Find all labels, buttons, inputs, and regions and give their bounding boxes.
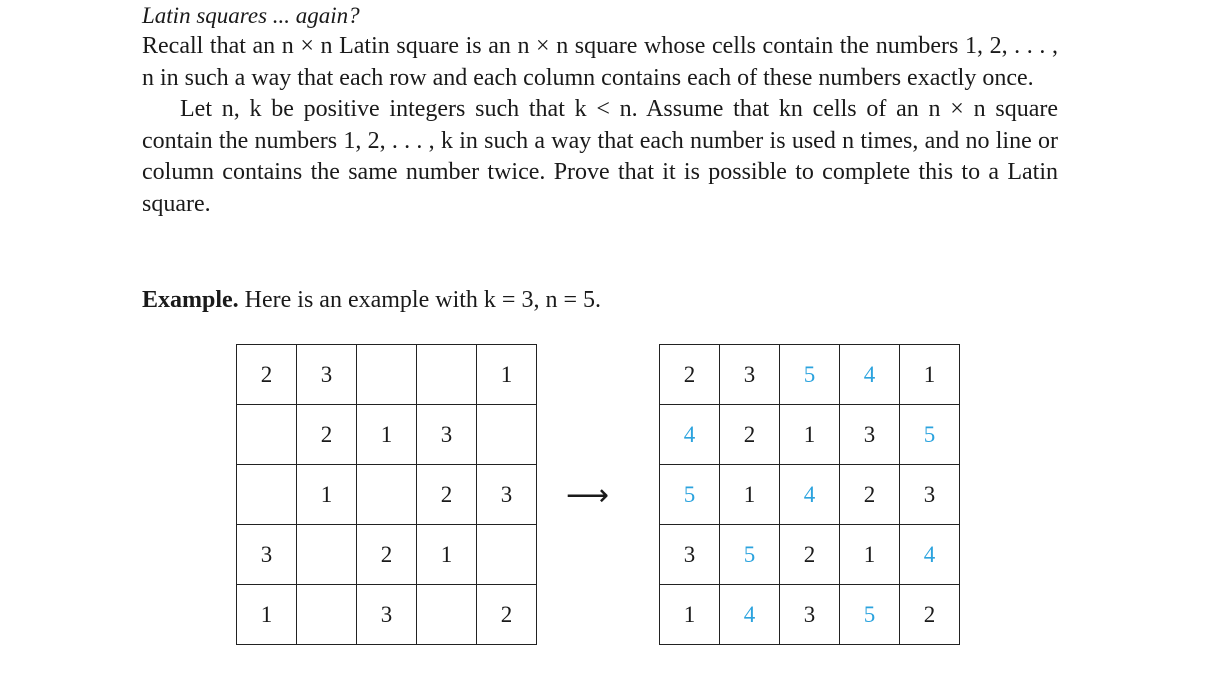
grid-cell: 2: [477, 585, 537, 645]
grid-cell: [357, 465, 417, 525]
grid-cell: 4: [780, 465, 840, 525]
completed-latin-square: [659, 344, 960, 645]
grid-cell: 1: [357, 405, 417, 465]
grid-cell: 3: [417, 405, 477, 465]
right-arrow-icon: ⟶: [566, 478, 610, 513]
grid-cell: 1: [780, 405, 840, 465]
problem-text: [142, 0, 1058, 313]
grid-cell: 4: [720, 585, 780, 645]
grid-row: [660, 405, 960, 465]
grid-cell: 4: [840, 345, 900, 405]
grid-cell: 5: [900, 405, 960, 465]
grid-cell: [357, 345, 417, 405]
grid-row: [237, 585, 537, 645]
grid-cell: 1: [900, 345, 960, 405]
grid-cell: 2: [237, 345, 297, 405]
grid-cell: 2: [720, 405, 780, 465]
grid-cell: 1: [660, 585, 720, 645]
grid-cell: [417, 345, 477, 405]
grid-cell: 2: [840, 465, 900, 525]
grid-cell: [477, 525, 537, 585]
grid-cell: 3: [477, 465, 537, 525]
paragraph-problem: Let n, k be positive integers such that k < n. Assume that kn cells of an n × n square contain the numbers 1, 2, . . . , k in such a way that each number is used n times, and no line or column contains the same number twice. Prove that it is possible to complete this to a Latin square.: [142, 96, 1058, 217]
example-line: [142, 285, 601, 316]
grid-cell: [417, 585, 477, 645]
grid-cell: 5: [840, 585, 900, 645]
problem-title: Latin squares ... again?: [142, 3, 360, 28]
example-label: Example.: [142, 287, 239, 313]
grid-cell: 4: [900, 525, 960, 585]
grid-row: [237, 465, 537, 525]
grid-cell: 3: [357, 585, 417, 645]
grid-cell: 5: [720, 525, 780, 585]
grid-cell: 2: [297, 405, 357, 465]
grid-cell: 3: [297, 345, 357, 405]
grid-cell: 1: [417, 525, 477, 585]
grid-cell: 1: [840, 525, 900, 585]
grid-cell: 1: [297, 465, 357, 525]
grid-row: [660, 345, 960, 405]
grid-cell: [477, 405, 537, 465]
grid-cell: 2: [900, 585, 960, 645]
grid-cell: 3: [900, 465, 960, 525]
grid-cell: 5: [660, 465, 720, 525]
grid-cell: 3: [660, 525, 720, 585]
grid-cell: 2: [660, 345, 720, 405]
grid-cell: 3: [780, 585, 840, 645]
grid-row: [660, 585, 960, 645]
grid-cell: 2: [417, 465, 477, 525]
grid-cell: 1: [237, 585, 297, 645]
grid-cell: 3: [840, 405, 900, 465]
grid-row: [237, 345, 537, 405]
grid-row: [660, 465, 960, 525]
grid-cell: 1: [477, 345, 537, 405]
grid-row: [237, 405, 537, 465]
grid-cell: 3: [237, 525, 297, 585]
grid-cell: [297, 585, 357, 645]
grid-cell: 4: [660, 405, 720, 465]
grid-row: [237, 525, 537, 585]
grid-cell: [237, 405, 297, 465]
grid-cell: 2: [357, 525, 417, 585]
grid-cell: [237, 465, 297, 525]
grid-row: [660, 525, 960, 585]
example-text: Here is an example with k = 3, n = 5.: [244, 287, 601, 313]
grid-cell: 3: [720, 345, 780, 405]
partial-latin-square: [236, 344, 537, 645]
paragraph-definition: Recall that an n × n Latin square is an n × n square whose cells contain the numbers 1, 2, . . . , n in such a way that each row and each column contains each of these numbers exactly once.: [142, 33, 1058, 91]
grid-cell: 2: [780, 525, 840, 585]
grid-cell: [297, 525, 357, 585]
grid-cell: 1: [720, 465, 780, 525]
grid-cell: 5: [780, 345, 840, 405]
